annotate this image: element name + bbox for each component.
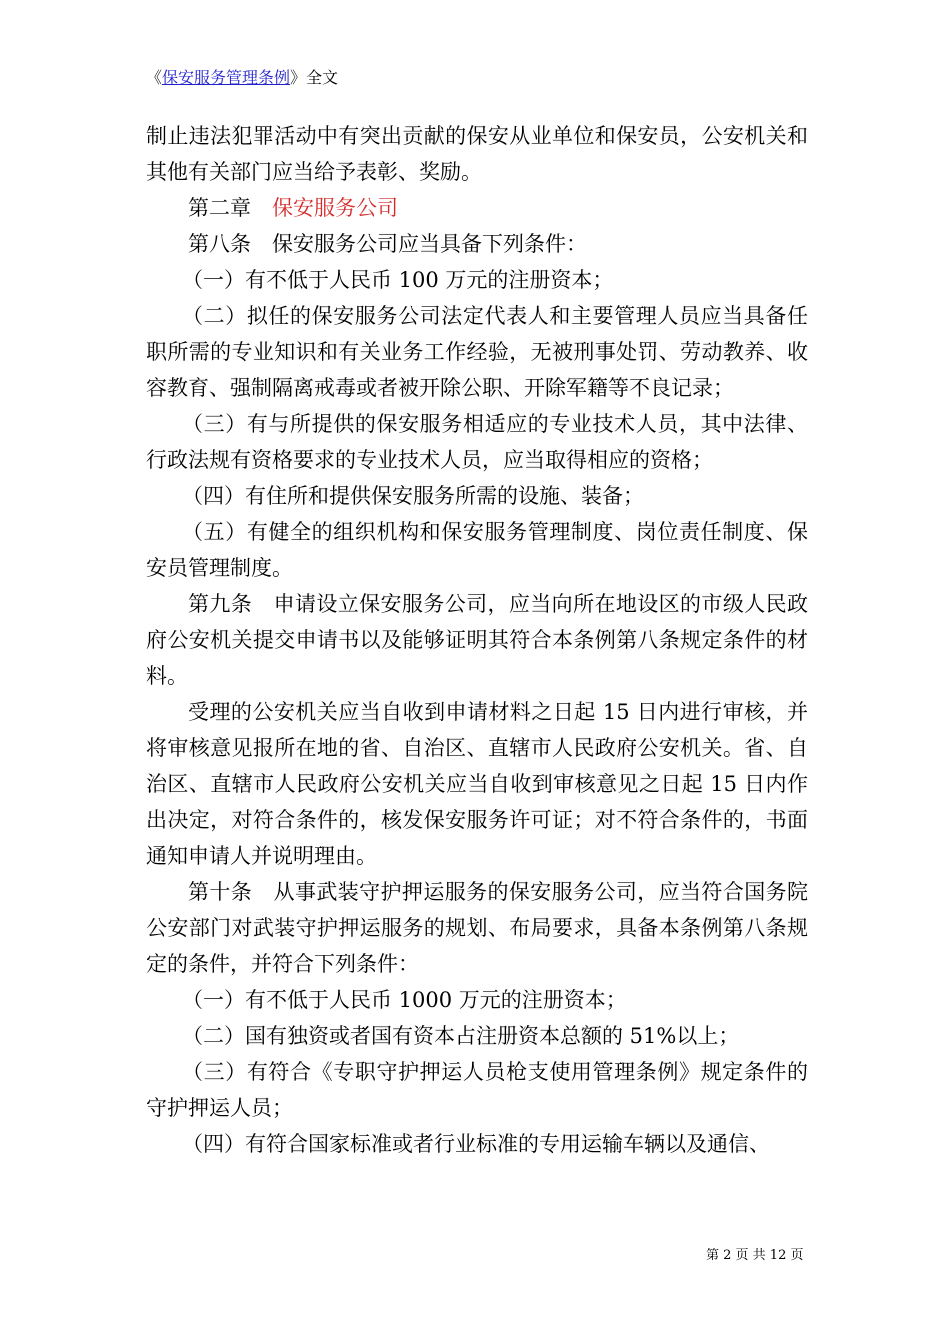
article-8-item-1: （一）有不低于人民币 100 万元的注册资本； [182,268,614,292]
document-body [146,118,808,1162]
chapter-heading [146,190,808,226]
article-10: 第十条 从事武装守护押运服务的保安服务公司，应当符合国务院公安部门对武装守护押运服务的规划、布局要求，具备本条例第八条规定的条件，并符合下列条件： [146,880,808,976]
article-9: 第九条 申请设立保安服务公司，应当向所在地设区的市级人民政府公安机关提交申请书以及能够证明其符合本条例第八条规定条件的材料。 [146,592,808,688]
header-title-link[interactable]: 保安服务管理条例 [162,68,291,87]
header-close-quote: 》 [290,68,307,87]
article-8-item-4: （四）有住所和提供保安服务所需的设施、装备； [182,484,644,508]
page-footer [706,1247,803,1265]
chapter-title: 保安服务公司 [272,196,398,220]
paragraph-continuation: 制止违法犯罪活动中有突出贡献的保安从业单位和保安员，公安机关和其他有关部门应当给予表彰、奖励。 [146,124,808,184]
chapter-label: 第二章 [188,196,251,220]
page-number: 第 2 页 共 12 页 [706,1248,804,1263]
article-10-item-4: （四）有符合国家标准或者行业标准的专用运输车辆以及通信、 [182,1132,770,1156]
article-10-item-1: （一）有不低于人民币 1000 万元的注册资本； [182,988,627,1012]
header-suffix: 全文 [306,68,339,87]
article-8-item-5: （五）有健全的组织机构和保安服务管理制度、岗位责任制度、保安员管理制度。 [146,520,808,580]
header-open-quote: 《 [146,68,163,87]
article-8: 第八条 保安服务公司应当具备下列条件： [188,232,587,256]
article-10-item-2: （二）国有独资或者国有资本占注册资本总额的 51%以上； [182,1024,740,1048]
article-10-item-3: （三）有符合《专职守护押运人员枪支使用管理条例》规定条件的守护押运人员； [146,1060,808,1120]
article-8-item-2: （二）拟任的保安服务公司法定代表人和主要管理人员应当具备任职所需的专业知识和有关业务工作经验，无被刑事处罚、劳动教养、收容教育、强制隔离戒毒或者被开除公职、开除军籍等不良记录； [146,304,808,400]
article-8-item-3: （三）有与所提供的保安服务相适应的专业技术人员，其中法律、行政法规有资格要求的专业技术人员，应当取得相应的资格； [146,412,808,472]
article-9-paragraph-2: 受理的公安机关应当自收到申请材料之日起 15 日内进行审核，并将审核意见报所在地的省、自治区、直辖市人民政府公安机关。省、自治区、直辖市人民政府公安机关应当自收到审核意见之日起 15 日内作出决定，对符合条件的，核发保安服务许可证；对不符合条件的，书面通知申请人并说明理由。 [146,700,808,868]
page-header [146,66,338,90]
